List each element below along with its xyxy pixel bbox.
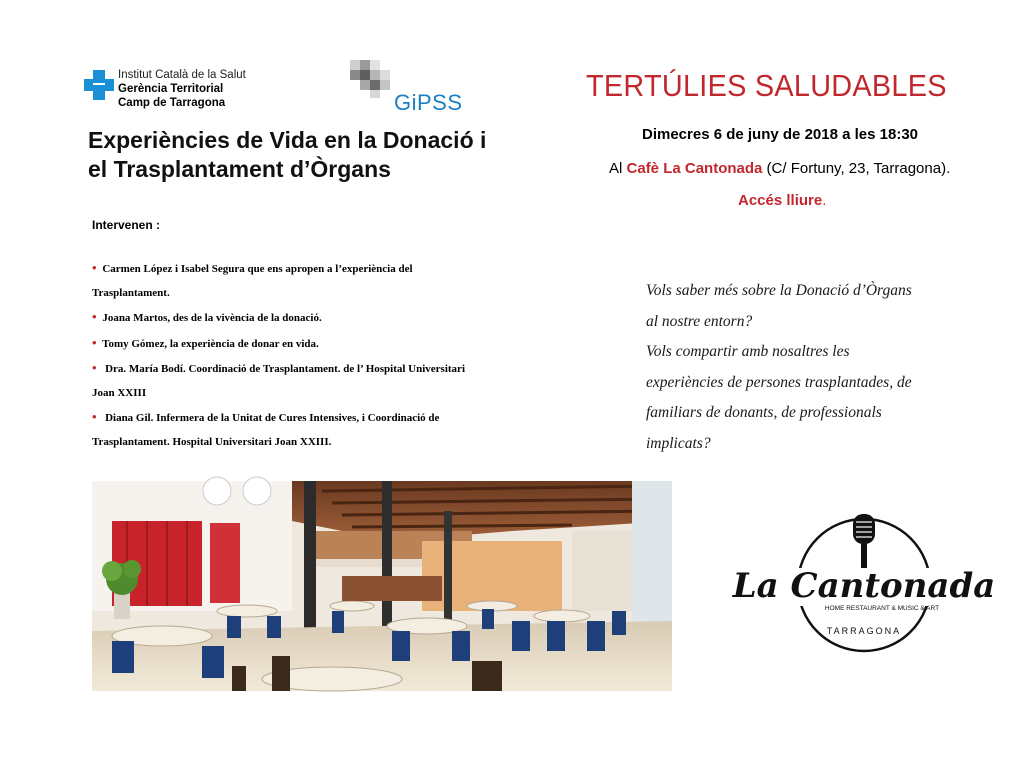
- access-dot: .: [822, 192, 827, 209]
- event-title: TERTÚLIES SALUDABLES: [586, 68, 947, 103]
- access-text: Accés lliure: [738, 192, 823, 209]
- ics-logo-line1: Institut Català de la Salut: [118, 69, 246, 81]
- event-access: [738, 192, 826, 209]
- speaker-item: [92, 356, 562, 382]
- speaker-item: [92, 405, 562, 431]
- speaker-text: Joana Martos, des de la vivència de la donació.: [102, 312, 322, 324]
- question-line: Vols compartir amb nosaltres les: [646, 343, 850, 360]
- event-date: Dimecres 6 de juny de 2018 a les 18:30: [642, 126, 918, 143]
- place-prefix: Al: [609, 160, 627, 177]
- bullet-icon: •: [92, 334, 97, 350]
- speaker-text: Dra. María Bodí. Coordinació de Trasplantament. de l’ Hospital Universitari: [105, 363, 465, 375]
- page-title-line2: el Trasplantament d’Òrgans: [88, 156, 391, 182]
- bullet-icon: •: [92, 260, 97, 275]
- bullet-icon: •: [92, 360, 97, 375]
- ics-logo-line2: Gerència Territorial: [118, 83, 224, 95]
- cantonada-logo-name: La Cantonada: [732, 566, 996, 606]
- speaker-text: Tomy Gómez, la experiència de donar en vida.: [102, 337, 319, 350]
- speaker-item: [92, 331, 562, 357]
- event-place: [609, 160, 950, 177]
- page-title-line1: Experiències de Vida en la Donació i: [88, 127, 487, 153]
- venue-name: Cafè La Cantonada: [626, 160, 763, 177]
- gipss-logo: [350, 60, 480, 115]
- venue-address: (C/ Fortuny, 23, Tarragona).: [762, 160, 951, 177]
- gipss-logo-text: GiPSS: [394, 90, 463, 115]
- page-title: [88, 126, 558, 184]
- speaker-text: Carmen López i Isabel Segura que ens apropen a l’experiència del: [102, 263, 413, 275]
- cantonada-logo-city: TARRAGONA: [826, 626, 902, 636]
- microphone-icon: [853, 514, 875, 572]
- speakers-heading: Intervenen :: [92, 218, 161, 232]
- gipss-mark-icon: [350, 60, 400, 98]
- question-line: al nostre entorn?: [646, 312, 753, 330]
- speaker-item: [92, 256, 562, 282]
- ics-logo: [84, 68, 274, 118]
- question-line: familiars de donants, de professionals: [646, 404, 882, 421]
- speaker-text-cont: Trasplantament.: [92, 286, 170, 299]
- speaker-item: [92, 305, 562, 331]
- speaker-text-cont: Joan XXIII: [92, 386, 147, 399]
- question-line: implicats?: [646, 434, 711, 452]
- medical-cross-icon: [84, 70, 114, 100]
- cafe-interior-photo: [92, 481, 672, 691]
- speakers-list: [92, 256, 562, 454]
- question-line: Vols saber més sobre la Donació d’Òrgans: [646, 282, 912, 299]
- cantonada-logo-tagline: HOME RESTAURANT & MUSIC & ART: [824, 605, 940, 612]
- ics-logo-line3: Camp de Tarragona: [118, 97, 226, 109]
- speaker-text-cont: Trasplantament. Hospital Universitari Joan XXIII.: [92, 435, 332, 448]
- bullet-icon: •: [92, 309, 97, 324]
- questions-block: [646, 276, 966, 459]
- la-cantonada-logo: [732, 510, 996, 660]
- bullet-icon: •: [92, 409, 97, 424]
- question-line: experiències de persones trasplantades, de: [646, 373, 912, 391]
- speaker-text: Diana Gil. Infermera de la Unitat de Cures Intensives, i Coordinació de: [105, 412, 440, 424]
